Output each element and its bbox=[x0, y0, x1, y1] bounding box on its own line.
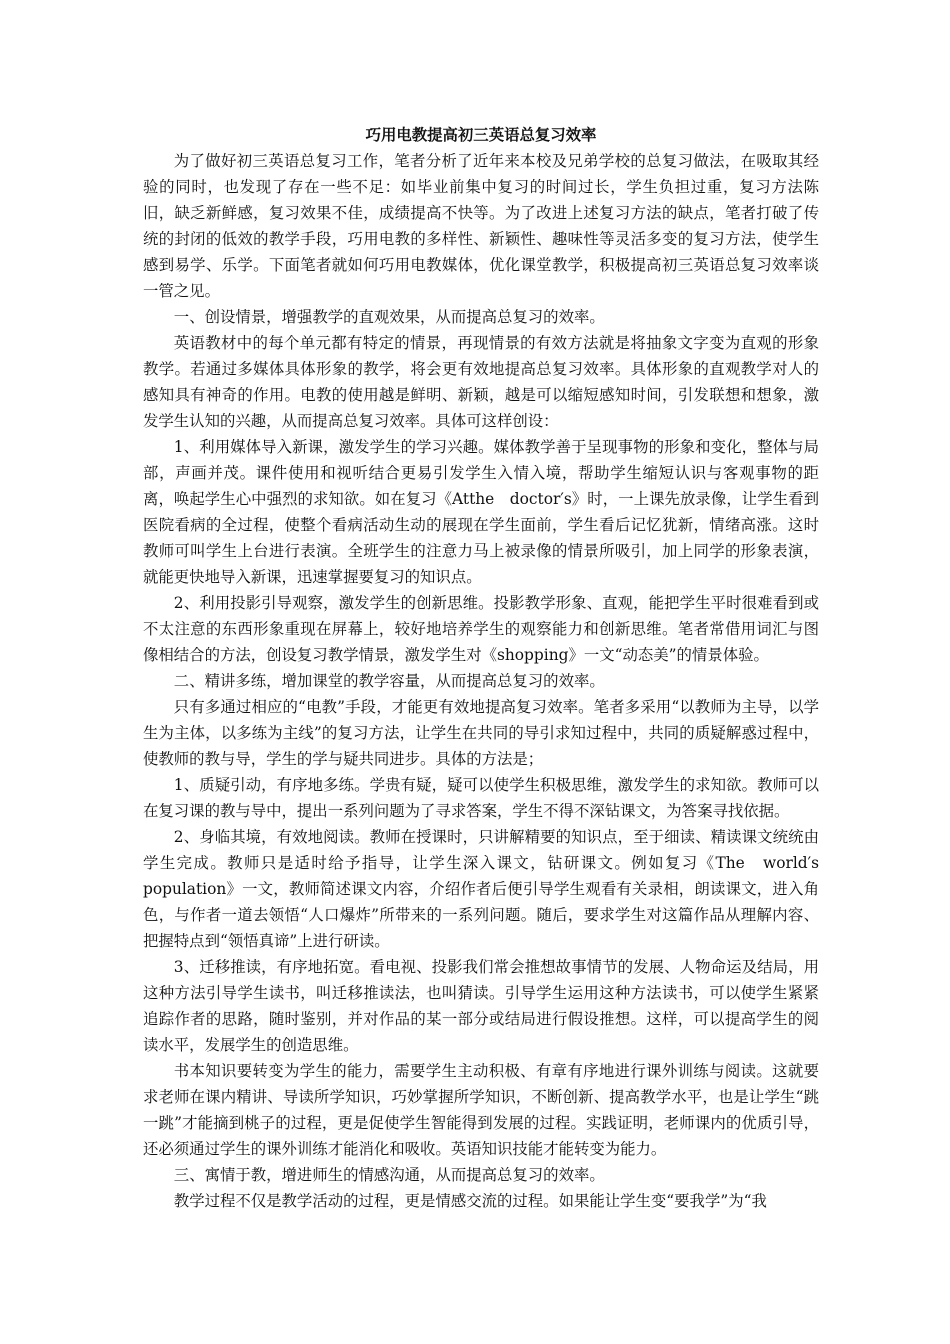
paragraph: 只有多通过相应的“电教”手段，才能更有效地提高复习效率。笔者多采用“以教师为主导，以学生为主体，以多练为主线”的复习方法，让学生在共同的导引求知过程中，共同的质疑解惑过程中，使教师的教与导，学生的学与疑共同进步。具体的方法是； bbox=[143, 698, 819, 768]
paragraph: 1、利用媒体导入新课，激发学生的学习兴趣。媒体教学善于呈现事物的形象和变化，整体与局部，声画并茂。课件使用和视听结合更易引发学生入情入境，帮助学生缩短认识与客观事物的距离，唤起学生心中强烈的求知欲。如在复习《Atthe doctor′s》时，一上课先放录像，让学生看到医院看病的全过程，使整个看病活动生动的展现在学生面前，学生看后记忆犹新，情绪高涨。这时教师可叫学生上台进行表演。全班学生的注意力马上被录像的情景所吸引，加上同学的形象表演，就能更快地导入新课，迅速掌握要复习的知识点。 bbox=[143, 438, 819, 586]
section-heading-1: 一、创设情景，增强教学的直观效果，从而提高总复习的效率。 bbox=[173, 308, 605, 326]
paragraph: 书本知识要转变为学生的能力，需要学生主动积极、有章有序地进行课外训练与阅读。这就要求老师在课内精讲、导读所学知识，巧妙掌握所学知识，不断创新、提高教学水平，也是让学生“跳一跳”才能摘到桃子的过程，更是促使学生智能得到发展的过程。实践证明，老师课内的优质引导，还必须通过学生的课外训练才能消化和吸收。英语知识技能才能转变为能力。 bbox=[143, 1062, 819, 1158]
section-heading-3: 三、寓情于教，增进师生的情感沟通，从而提高总复习的效率。 bbox=[173, 1166, 605, 1184]
paragraph: 2、身临其境，有效地阅读。教师在授课时，只讲解精要的知识点，至于细读、精读课文统统由学生完成。教师只是适时给予指导，让学生深入课文，钻研课文。例如复习《The world′s population》一文，教师简述课文内容，介绍作者后便引导学生观看有关录相，朗读课文，进入角色，与作者一道去领悟“人口爆炸”所带来的一系列问题。随后，要求学生对这篇作品从理解内容、把握特点到“领悟真谛”上进行研读。 bbox=[143, 828, 819, 950]
paragraph: 3、迁移推读，有序地拓宽。看电视、投影我们常会推想故事情节的发展、人物命运及结局，用这种方法引导学生读书，叫迁移推读法，也叫猜读。引导学生运用这种方法读书，可以使学生紧紧追踪作者的思路，随时鉴别，并对作品的某一部分或结局进行假设推想。这样，可以提高学生的阅读水平，发展学生的创造思维。 bbox=[143, 958, 819, 1054]
document-body bbox=[143, 122, 819, 1214]
paragraph: 教学过程不仅是教学活动的过程，更是情感交流的过程。如果能让学生变“要我学”为“我 bbox=[173, 1192, 767, 1210]
paragraph: 1、质疑引动，有序地多练。学贵有疑，疑可以使学生积极思维，激发学生的求知欲。教师可以在复习课的教与导中，提出一系列问题为了寻求答案，学生不得不深钻课文，为答案寻找依据。 bbox=[143, 776, 819, 820]
section-heading-2: 二、精讲多练，增加课堂的教学容量，从而提高总复习的效率。 bbox=[173, 672, 605, 690]
document-title: 巧用电教提高初三英语总复习效率 bbox=[365, 126, 597, 144]
paragraph-intro: 为了做好初三英语总复习工作，笔者分析了近年来本校及兄弟学校的总复习做法，在吸取其经验的同时，也发现了存在一些不足：如毕业前集中复习的时间过长，学生负担过重，复习方法陈旧，缺乏新鲜感，复习效果不佳，成绩提高不快等。为了改进上述复习方法的缺点，笔者打破了传统的封闭的低效的教学手段，巧用电教的多样性、新颖性、趣味性等灵活多变的复习方法，使学生感到易学、乐学。下面笔者就如何巧用电教媒体，优化课堂教学，积极提高初三英语总复习效率谈一管之见。 bbox=[143, 152, 819, 300]
paragraph: 英语教材中的每个单元都有特定的情景，再现情景的有效方法就是将抽象文字变为直观的形象教学。若通过多媒体具体形象的教学，将会更有效地提高总复习效率。具体形象的直观教学对人的感知具有神奇的作用。电教的使用越是鲜明、新颖，越是可以缩短感知时间，引发联想和想象，激发学生认知的兴趣，从而提高总复习效率。具体可这样创设： bbox=[143, 334, 819, 430]
paragraph: 2、利用投影引导观察，激发学生的创新思维。投影教学形象、直观，能把学生平时很难看到或不太注意的东西形象重现在屏幕上，较好地培养学生的观察能力和创新思维。笔者常借用词汇与图像相结合的方法，创设复习教学情景，激发学生对《shopping》一文“动态美”的情景体验。 bbox=[143, 594, 819, 664]
